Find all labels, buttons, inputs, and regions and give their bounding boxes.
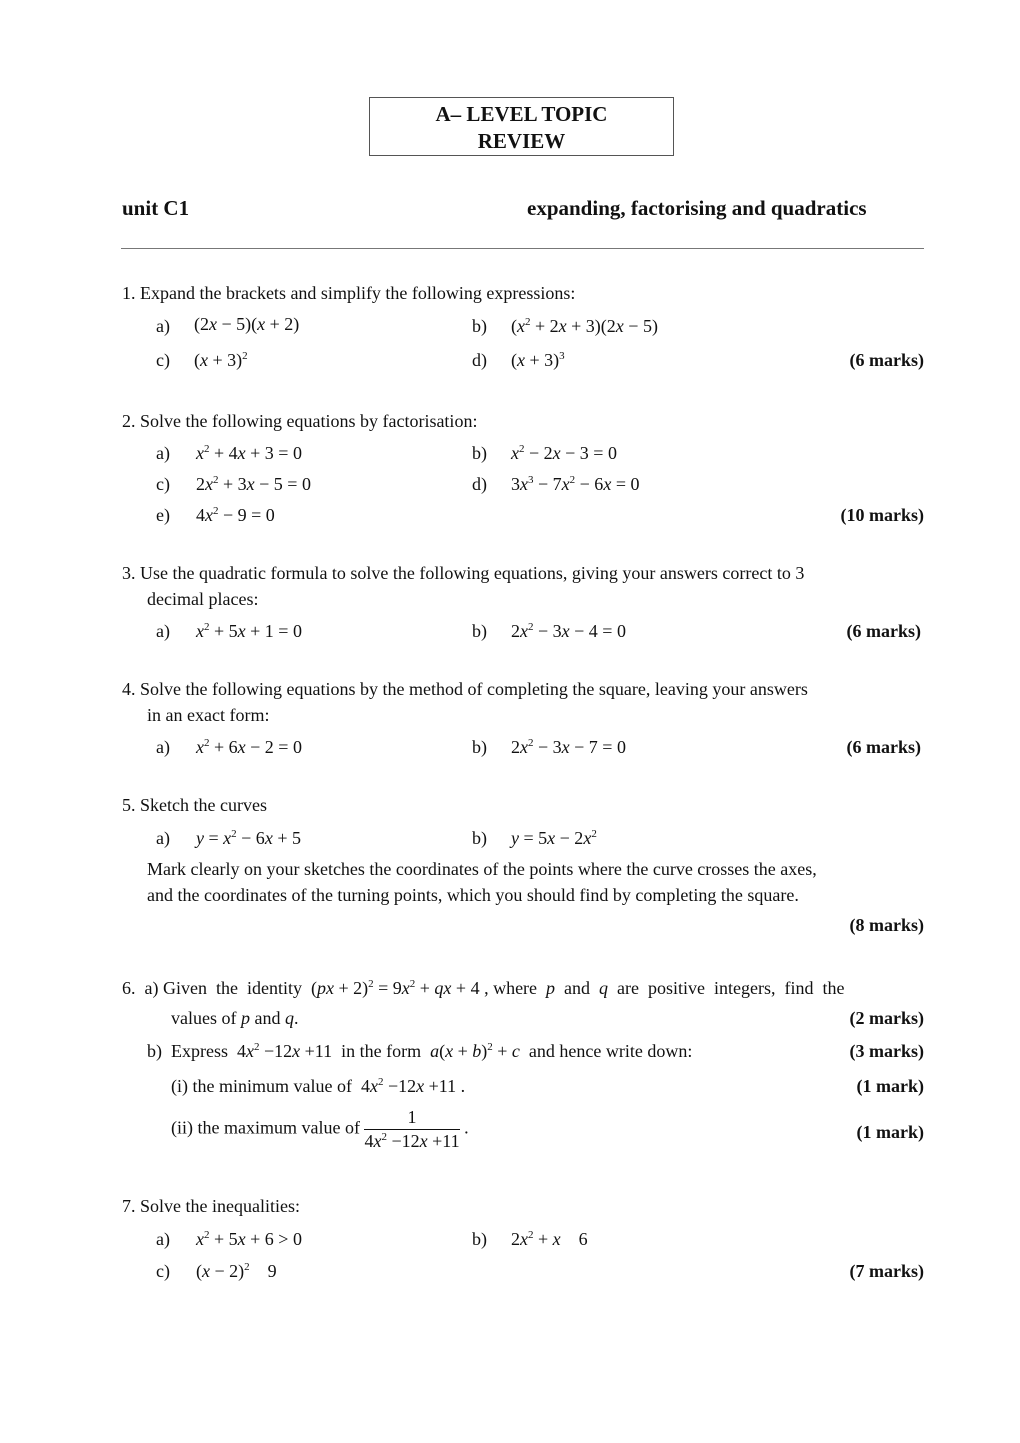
q7a-label: a)	[156, 1229, 170, 1249]
q7b-label: b)	[472, 1229, 487, 1249]
topic-label: expanding, factorising and quadratics	[527, 196, 867, 220]
q6b-ii-fraction: $\frac{1}{4x^2 -12x +11}$	[364, 1107, 460, 1151]
q5b-label: b)	[472, 828, 487, 848]
q2b-label: b)	[472, 443, 487, 463]
q5-marks: (8 marks)	[849, 915, 924, 935]
q4a-label: a)	[156, 737, 170, 757]
q6b-i: (i) the minimum value of $4x^2 -12x +11$ .	[171, 1076, 466, 1096]
header-divider	[121, 248, 924, 249]
q1-prompt: 1. Expand the brackets and simplify the following expressions:	[122, 283, 576, 303]
q5-note-line1: Mark clearly on your sketches the coordinates of the points where the curve crosses the axes,	[147, 859, 817, 879]
q7-prompt: 7. Solve the inequalities:	[122, 1196, 300, 1216]
q4b-label: b)	[472, 737, 487, 757]
title-line-1: A– LEVEL TOPIC	[435, 102, 608, 126]
q1d-label: d)	[472, 350, 487, 370]
q7b-inequality: $2x^2 + x$ 6	[511, 1229, 588, 1249]
q6b-ii: (ii) the maximum value of $\frac{1}{4x^2 -12x +11}$ .	[171, 1107, 469, 1151]
q7c-label: c)	[156, 1261, 170, 1281]
q6a-line1: 6. a) Given the identity $(px + 2)^2 = 9x^2$ + qx + 4 , where p and q are positive integers, find the	[122, 978, 845, 998]
q2-marks: (10 marks)	[840, 505, 924, 525]
q2e-equation: $4x^2 - 9 = 0$	[196, 505, 275, 525]
q2b-equation: $x^2 - 2x - 3 = 0$	[511, 443, 617, 463]
q7c-inequality: $(x - 2)^2$ 9	[196, 1261, 277, 1281]
q5b-curve: $y = 5x - 2x^2$	[511, 828, 597, 848]
title-box	[369, 97, 674, 156]
q5a-label: a)	[156, 828, 170, 848]
q6a-marks: (2 marks)	[849, 1008, 924, 1028]
q6a-line2: values of p and q.	[171, 1008, 299, 1028]
q5-prompt: 5. Sketch the curves	[122, 795, 267, 815]
q1c-expression: $(x + 3)^2$	[194, 350, 248, 370]
q4-marks: (6 marks)	[846, 737, 921, 757]
q1a-label: a)	[156, 316, 170, 336]
q2c-label: c)	[156, 474, 170, 494]
q3-prompt-line1: 3. Use the quadratic formula to solve the following equations, giving your answers correct to 3	[122, 563, 805, 583]
q2-prompt: 2. Solve the following equations by factorisation:	[122, 411, 478, 431]
q6b-i-marks: (1 mark)	[856, 1076, 924, 1096]
q1d-expression: $(x + 3)^3$	[511, 350, 565, 370]
q3a-equation: $x^2 + 5x + 1 = 0$	[196, 621, 302, 641]
q3a-label: a)	[156, 621, 170, 641]
q3b-label: b)	[472, 621, 487, 641]
q3b-equation: $2x^2 - 3x - 4 = 0$	[511, 621, 626, 641]
q2d-equation: $3x^3 - 7x^2 - 6x = 0$	[511, 474, 640, 494]
q7-marks: (7 marks)	[849, 1261, 924, 1281]
q1c-label: c)	[156, 350, 170, 370]
q1b-label: b)	[472, 316, 487, 336]
q1b-expression: $(x^2 + 2x + 3)(2x - 5)$	[511, 316, 658, 336]
q6b-marks: (3 marks)	[849, 1041, 924, 1061]
unit-label: unit C1	[122, 196, 190, 220]
q4b-equation: $2x^2 - 3x - 7 = 0$	[511, 737, 626, 757]
title-line-2: REVIEW	[477, 129, 566, 153]
q5-note-line2: and the coordinates of the turning points, which you should find by completing the square.	[147, 885, 799, 905]
q2c-equation: $2x^2 + 3x - 5 = 0$	[196, 474, 311, 494]
q7a-inequality: $x^2 + 5x + 6 > 0$	[196, 1229, 302, 1249]
q3-prompt-line2: decimal places:	[147, 589, 259, 609]
q6b-ii-marks: (1 mark)	[856, 1122, 924, 1142]
q3-marks: (6 marks)	[846, 621, 921, 641]
q1-marks: (6 marks)	[849, 350, 924, 370]
q2d-label: d)	[472, 474, 487, 494]
q2e-label: e)	[156, 505, 170, 525]
q2a-equation: $x^2 + 4x + 3 = 0$	[196, 443, 302, 463]
q5a-curve: $y = x^2 - 6x + 5$	[196, 828, 301, 848]
q4a-equation: $x^2 + 6x - 2 = 0$	[196, 737, 302, 757]
q2a-label: a)	[156, 443, 170, 463]
q1a-expression: (2x − 5)(x + 2)	[194, 314, 300, 334]
q6b-prompt: b) Express $4x^2 -12x +11$ in the form $a(x + b)^2 + c$ and hence write down:	[147, 1041, 693, 1061]
q4-prompt-line1: 4. Solve the following equations by the method of completing the square, leaving your answers	[122, 679, 808, 699]
q4-prompt-line2: in an exact form:	[147, 705, 270, 725]
